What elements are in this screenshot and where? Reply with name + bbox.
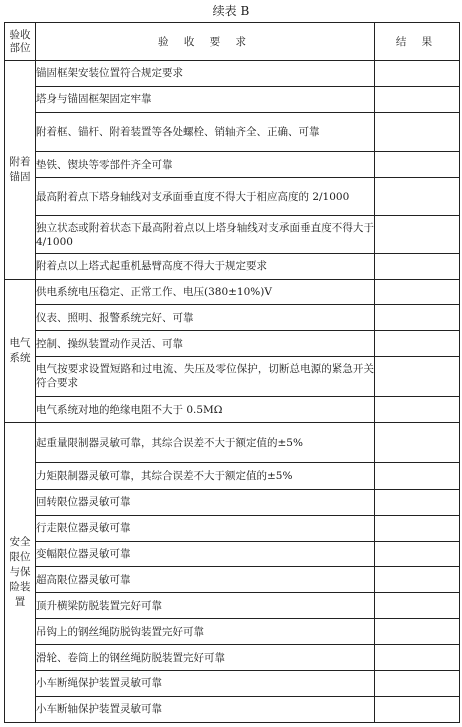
result-cell	[375, 61, 460, 87]
requirement-cell: 最高附着点下塔身轴线对支承面垂直度不得大于相应高度的 2/1000	[36, 178, 375, 216]
result-cell	[375, 541, 460, 567]
table-row	[5, 671, 460, 697]
section-part-anchoring: 附着锚固	[5, 61, 36, 280]
result-cell	[375, 515, 460, 541]
section-part-electrical: 电气系统	[5, 279, 36, 423]
result-cell	[375, 112, 460, 151]
acceptance-table	[4, 22, 460, 723]
result-cell	[375, 253, 460, 279]
result-cell	[375, 178, 460, 216]
result-cell	[375, 396, 460, 423]
requirement-cell: 起重量限制器灵敏可靠，其综合误差不大于额定值的±5%	[36, 423, 375, 462]
table-row	[5, 462, 460, 489]
result-cell	[375, 462, 460, 489]
requirement-cell: 供电系统电压稳定、正常工作、电压(380±10%)V	[36, 279, 375, 305]
result-cell	[375, 489, 460, 515]
table-row	[5, 515, 460, 541]
table-row	[5, 253, 460, 279]
requirement-cell: 电气系统对地的绝缘电阻不大于 0.5MΩ	[36, 396, 375, 423]
header-row	[5, 23, 460, 61]
table-row	[5, 216, 460, 253]
table-row	[5, 357, 460, 396]
result-cell	[375, 357, 460, 396]
header-requirement: 验 收 要 求	[36, 23, 375, 61]
result-cell	[375, 619, 460, 645]
requirement-cell: 顶升横梁防脱装置完好可靠	[36, 593, 375, 619]
requirement-cell: 小车断绳保护装置灵敏可靠	[36, 671, 375, 697]
table-row	[5, 423, 460, 462]
requirement-cell: 回转限位器灵敏可靠	[36, 489, 375, 515]
table-row	[5, 396, 460, 423]
table-row	[5, 178, 460, 216]
result-cell	[375, 152, 460, 178]
header-result: 结 果	[375, 23, 460, 61]
table-row	[5, 541, 460, 567]
section-part-safety: 安全限位与保险装置	[5, 423, 36, 723]
requirement-cell: 垫铁、锲块等零部件齐全可靠	[36, 152, 375, 178]
table-row	[5, 645, 460, 671]
table-row	[5, 489, 460, 515]
requirement-cell: 力矩限制器灵敏可靠，其综合误差不大于额定值的±5%	[36, 462, 375, 489]
result-cell	[375, 86, 460, 112]
result-cell	[375, 696, 460, 722]
result-cell	[375, 671, 460, 697]
table-row	[5, 112, 460, 151]
requirement-cell: 滑轮、卷筒上的钢丝绳防脱装置完好可靠	[36, 645, 375, 671]
requirement-cell: 附着点以上塔式起重机悬臂高度不得大于规定要求	[36, 253, 375, 279]
result-cell	[375, 593, 460, 619]
table-row	[5, 619, 460, 645]
requirement-cell: 小车断轴保护装置灵敏可靠	[36, 696, 375, 722]
table-row	[5, 86, 460, 112]
result-cell	[375, 305, 460, 331]
table-row	[5, 305, 460, 331]
table-row	[5, 331, 460, 357]
requirement-cell: 塔身与锚固框架固定牢靠	[36, 86, 375, 112]
requirement-cell: 附着框、锚杆、附着装置等各处螺栓、销轴齐全、正确、可靠	[36, 112, 375, 151]
requirement-cell: 吊钩上的钢丝绳防脱钩装置完好可靠	[36, 619, 375, 645]
table-row	[5, 61, 460, 87]
table-row	[5, 152, 460, 178]
requirement-cell: 仪表、照明、报警系统完好、可靠	[36, 305, 375, 331]
requirement-cell: 行走限位器灵敏可靠	[36, 515, 375, 541]
table-row	[5, 279, 460, 305]
table-row	[5, 567, 460, 593]
result-cell	[375, 331, 460, 357]
result-cell	[375, 423, 460, 462]
requirement-cell: 电气按要求设置短路和过电流、失压及零位保护，切断总电源的紧急开关符合要求	[36, 357, 375, 396]
requirement-cell: 锚固框架安装位置符合规定要求	[36, 61, 375, 87]
result-cell	[375, 645, 460, 671]
requirement-cell: 变幅限位器灵敏可靠	[36, 541, 375, 567]
result-cell	[375, 216, 460, 253]
table-title: 续表 B	[212, 4, 250, 18]
header-part: 验收部位	[5, 23, 36, 61]
requirement-cell: 控制、操纵装置动作灵活、可靠	[36, 331, 375, 357]
result-cell	[375, 279, 460, 305]
table-row	[5, 696, 460, 722]
requirement-cell: 超高限位器灵敏可靠	[36, 567, 375, 593]
table-row	[5, 593, 460, 619]
result-cell	[375, 567, 460, 593]
requirement-cell: 独立状态或附着状态下最高附着点以上塔身轴线对支承面垂直度不得大于 4/1000	[36, 216, 375, 253]
